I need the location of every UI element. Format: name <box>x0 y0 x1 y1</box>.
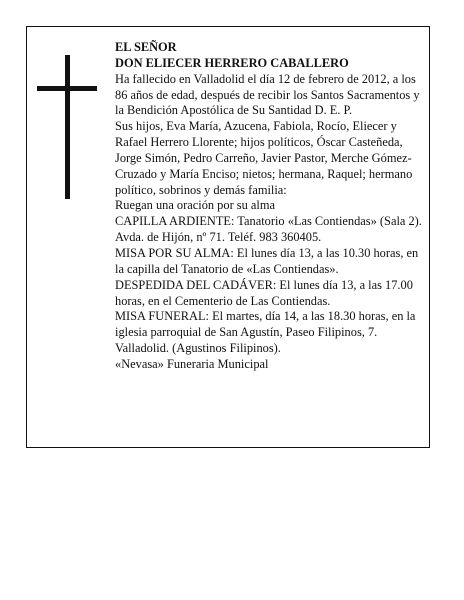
death-announcement: Ha fallecido en Valladolid el día 12 de febrero de 2012, a los 86 años de edad, después de recibir los Santos Sacramentos y la Bendición Apostólica de Su Santidad D. E. P. <box>115 71 420 118</box>
cross-vertical-bar <box>65 55 70 199</box>
prayer-request: Ruegan una oración por su alma <box>115 198 275 213</box>
family-list: Sus hijos, Eva María, Azucena, Fabiola, Rocío, Eliecer y Rafael Herrero Llorente; hijos políticos, Óscar Casteñeda, Jorge Simón, Pedro Carreño, Javier Pastor, Merche Gómez-Cruzado y María Enciso; nietos; hermana, Raquel; hermano político, sobrinos y demás familia: <box>115 119 413 197</box>
obituary-text <box>115 40 427 373</box>
funeral-mass-info: MISA FUNERAL: El martes, día 14, a las 18.30 horas, en la iglesia parroquial de San Agustín, Paseo Filipinos, 7. Valladolid. (Agustinos Filipinos). <box>115 309 416 356</box>
cross-icon <box>37 55 97 199</box>
deceased-name: DON ELIECER HERRERO CABALLERO <box>115 55 349 70</box>
farewell-info: DESPEDIDA DEL CADÁVER: El lunes día 13, a las 17.00 horas, en el Cementerio de Las Contiendas. <box>115 277 413 308</box>
obituary-notice <box>26 26 430 448</box>
obituary-title: EL SEÑOR <box>115 40 177 54</box>
funeral-home: «Nevasa» Funeraria Municipal <box>115 356 269 371</box>
chapel-info: CAPILLA ARDIENTE: Tanatorio «Las Contiendas» (Sala 2). Avda. de Hijón, nº 71. Teléf. 983 360405. <box>115 214 422 245</box>
mass-info: MISA POR SU ALMA: El lunes día 13, a las 10.30 horas, en la capilla del Tanatorio de «Las Contiendas». <box>115 245 419 276</box>
cross-horizontal-bar <box>37 86 97 91</box>
